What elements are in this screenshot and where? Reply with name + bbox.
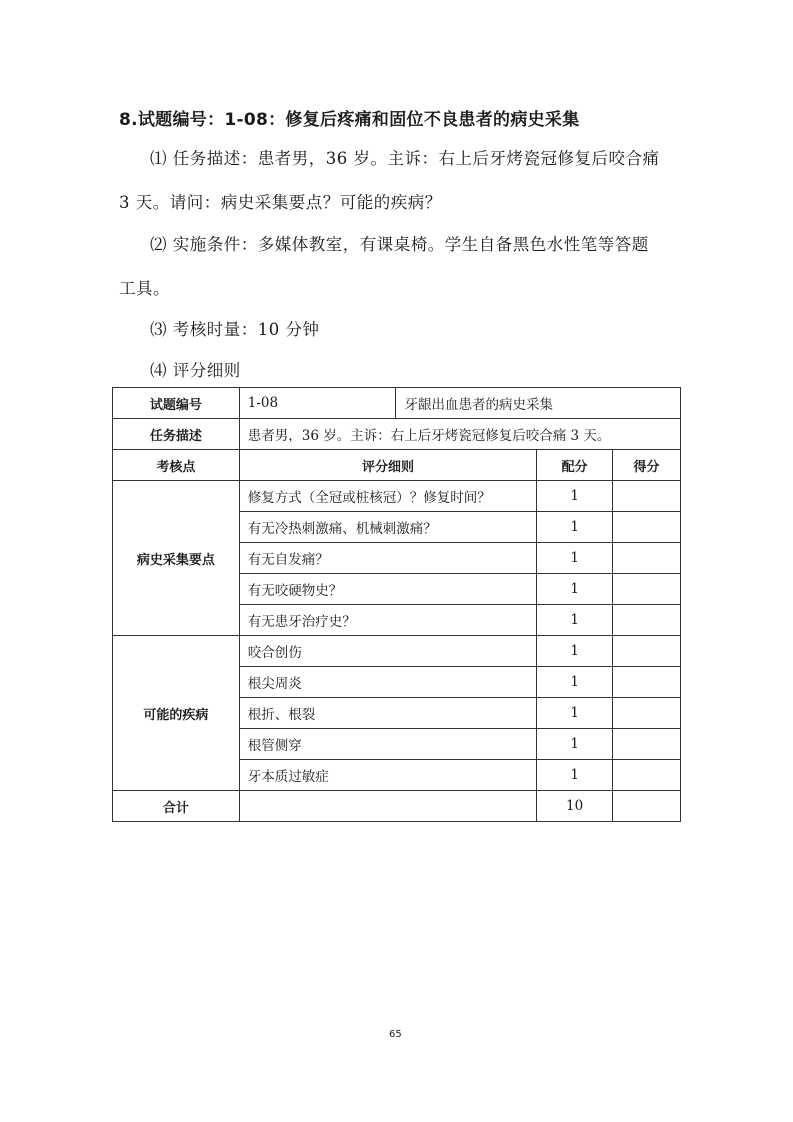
- table-row: [113, 481, 681, 512]
- conditions-line1: ⑵ 实施条件：多媒体教室，有课桌椅。学生自备黑色水性笔等答题: [150, 235, 649, 254]
- conditions-line2: 工具。: [119, 279, 170, 298]
- criterion-got: [613, 481, 681, 512]
- criterion-got: [613, 729, 681, 760]
- criterion-got: [613, 760, 681, 791]
- criterion-detail: 根管侧穿: [239, 729, 536, 760]
- criterion-detail: 有无患牙治疗史？: [239, 605, 536, 636]
- criterion-detail: 有无咬硬物史？: [239, 574, 536, 605]
- criterion-got: [613, 543, 681, 574]
- criterion-got: [613, 667, 681, 698]
- table-row: [113, 419, 681, 450]
- table-header-row: [113, 450, 681, 481]
- criterion-detail: 咬合创伤: [239, 636, 536, 667]
- desc-label: 任务描述: [113, 419, 240, 450]
- header-got: 得分: [613, 450, 681, 481]
- scoring-rules-heading: ⑷ 评分细则: [150, 361, 241, 380]
- question-title: 8.试题编号：1-08：修复后疼痛和固位不良患者的病史采集: [119, 110, 580, 130]
- total-label: 合计: [113, 791, 240, 822]
- table-row: [113, 636, 681, 667]
- desc-value: 患者男，36 岁。主诉：右上后牙烤瓷冠修复后咬合痛 3 天。: [239, 419, 680, 450]
- criterion-score: 1: [537, 698, 613, 729]
- task-description-line2: 3 天。请问：病史采集要点？可能的疾病？: [119, 193, 442, 212]
- total-detail-empty: [239, 791, 536, 822]
- criterion-detail: 根尖周炎: [239, 667, 536, 698]
- group-label-history: 病史采集要点: [113, 481, 240, 636]
- criterion-score: 1: [537, 605, 613, 636]
- criterion-score: 1: [537, 543, 613, 574]
- total-row: [113, 791, 681, 822]
- id-title: 牙龈出血患者的病史采集: [396, 388, 681, 419]
- id-label: 试题编号: [113, 388, 240, 419]
- criterion-score: 1: [537, 760, 613, 791]
- total-got: [613, 791, 681, 822]
- criterion-got: [613, 636, 681, 667]
- exam-time: ⑶ 考核时量：10 分钟: [150, 320, 320, 339]
- criterion-got: [613, 605, 681, 636]
- criterion-score: 1: [537, 667, 613, 698]
- task-description-line1: ⑴ 任务描述：患者男，36 岁。主诉：右上后牙烤瓷冠修复后咬合痛: [150, 149, 660, 168]
- id-value: 1-08: [239, 388, 396, 419]
- criterion-score: 1: [537, 481, 613, 512]
- criterion-detail: 牙本质过敏症: [239, 760, 536, 791]
- header-detail: 评分细则: [239, 450, 536, 481]
- header-point: 考核点: [113, 450, 240, 481]
- criterion-detail: 修复方式（全冠或桩核冠）？修复时间？: [239, 481, 536, 512]
- page-number: 65: [389, 1029, 402, 1040]
- group-label-diseases: 可能的疾病: [113, 636, 240, 791]
- table-row: [113, 388, 681, 419]
- header-score: 配分: [537, 450, 613, 481]
- total-score: 10: [537, 791, 613, 822]
- criterion-got: [613, 698, 681, 729]
- criterion-detail: 有无冷热刺激痛、机械刺激痛？: [239, 512, 536, 543]
- criterion-detail: 有无自发痛？: [239, 543, 536, 574]
- criterion-score: 1: [537, 574, 613, 605]
- criterion-score: 1: [537, 636, 613, 667]
- criterion-got: [613, 574, 681, 605]
- criterion-got: [613, 512, 681, 543]
- criterion-score: 1: [537, 512, 613, 543]
- scoring-table: [112, 387, 681, 822]
- criterion-score: 1: [537, 729, 613, 760]
- criterion-detail: 根折、根裂: [239, 698, 536, 729]
